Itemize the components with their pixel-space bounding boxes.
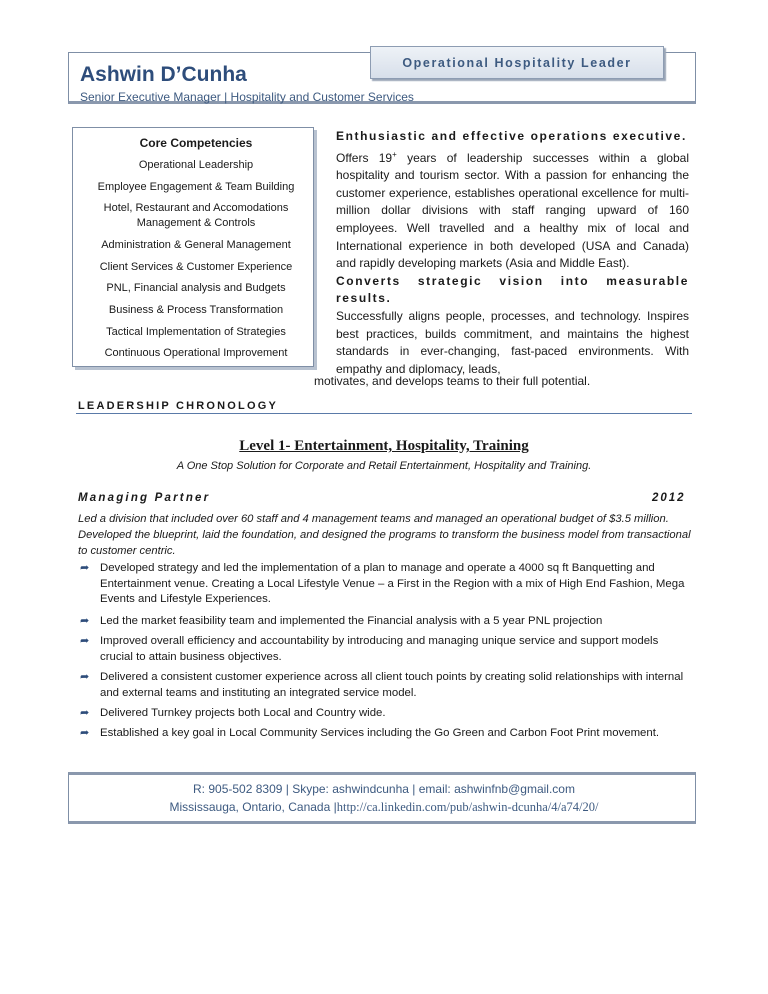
list-item — [80, 670, 692, 701]
arrow-bullet-icon: ➦ — [80, 615, 90, 627]
list-item-text: Improved overall efficiency and accountability by introducing and managing unique service and support models crucial to attain business objectives. — [100, 635, 659, 663]
job-description: Led a division that included over 60 staff and 4 management teams and managed an operational budget of $3.5 million. Developed the blueprint, laid the foundation, and designed the programs to transform the business model from transactional to customer centric. — [78, 513, 691, 557]
summary-text: years of leadership successes within a global hospitality and tourism sector. With a passion for enhancing the customer experience, establishes operational excellence for multi-million dollar divisions with staff ranging upward of 160 employees. Well travelled and a healthy mix of local and International experience in both developed (USA and Canada) and rapidly developing markets (Asia and Middle East). — [336, 150, 689, 271]
contact-line: R: 905-502 8309 | Skype: ashwindcunha | email: ashwinfnb@gmail.com — [193, 782, 575, 796]
section-divider — [76, 413, 692, 414]
summary-text: Successfully aligns people, processes, and technology. Inspires best practices, builds commitment, and maintains the highest standards in ever-changing, fast-paced environments. With empathy and diplomacy, leads, — [336, 308, 689, 376]
candidate-name: Ashwin D’Cunha — [80, 63, 247, 86]
arrow-bullet-icon: ➦ — [80, 635, 90, 647]
summary-tail: motivates, and develops teams to their full potential. — [314, 374, 591, 388]
job-year: 2012 — [652, 492, 686, 504]
competency-item: Client Services & Customer Experience — [99, 261, 293, 273]
competency-item: PNL, Financial analysis and Budgets — [106, 282, 286, 294]
section-title: LEADERSHIP CHRONOLOGY — [78, 400, 279, 412]
competency-item: Continuous Operational Improvement — [104, 347, 288, 359]
arrow-bullet-icon: ➦ — [80, 671, 90, 683]
competency-item: Hotel, Restaurant and Accomodations — [103, 202, 289, 214]
contact-box — [68, 772, 696, 824]
role-tab: Operational Hospitality Leader — [370, 46, 664, 79]
arrow-bullet-icon: ➦ — [80, 707, 90, 719]
summary-heading: Converts strategic vision into measurable results. — [336, 273, 689, 306]
candidate-subtitle: Senior Executive Manager | Hospitality and Customer Services — [80, 90, 414, 104]
linkedin-link[interactable]: http://ca.linkedin.com/pub/ashwin-dcunha/4/a74/20/ — [336, 800, 599, 814]
job-title: Managing Partner — [78, 492, 211, 504]
contact-location — [0, 800, 768, 815]
contact-address: Mississauga, Ontario, Canada | — [169, 800, 337, 814]
competency-item: Employee Engagement & Team Building — [97, 181, 295, 193]
list-item — [80, 614, 692, 630]
list-item-text: Established a key goal in Local Community Services including the Go Green and Carbon Foot Print movement. — [100, 727, 660, 739]
competency-item: Tactical Implementation of Strategies — [106, 326, 286, 338]
level-subtitle: A One Stop Solution for Corporate and Retail Entertainment, Hospitality and Training. — [176, 460, 592, 472]
list-item — [80, 561, 692, 608]
list-item-text: Developed strategy and led the implementation of a plan to manage and operate a 4000 sq ft Banquetting and Entertainment venue. Creating a Local Lifestyle Venue – a First in the Region with a mix of High End Fashion, Mega Events and Lifestyle Experiences. — [100, 562, 685, 606]
arrow-bullet-icon: ➦ — [80, 727, 90, 739]
summary — [336, 128, 689, 378]
arrow-bullet-icon: ➦ — [80, 562, 90, 574]
summary-sup: + — [392, 149, 397, 159]
list-item-text: Delivered Turnkey projects both Local and Country wide. — [100, 707, 386, 719]
list-item-text: Led the market feasibility team and implemented the Financial analysis with a 5 year PNL projection — [100, 615, 603, 627]
list-item-text: Delivered a consistent customer experience across all client touch points by creating solid relationships with internal and external teams and instituting an integrated service model. — [100, 671, 684, 699]
competency-item: Operational Leadership — [138, 159, 254, 171]
list-item — [80, 706, 692, 722]
summary-text: Offers 19 — [336, 150, 393, 165]
list-item — [80, 634, 692, 665]
competency-item: Administration & General Management — [101, 239, 291, 251]
competency-item: Management & Controls — [136, 217, 256, 229]
level-title: Level 1- Entertainment, Hospitality, Training — [239, 438, 529, 454]
competency-item: Business & Process Transformation — [108, 304, 284, 316]
list-item — [80, 726, 692, 742]
summary-heading: Enthusiastic and effective operations executive. — [336, 129, 687, 143]
competencies-title: Core Competencies — [139, 136, 253, 150]
